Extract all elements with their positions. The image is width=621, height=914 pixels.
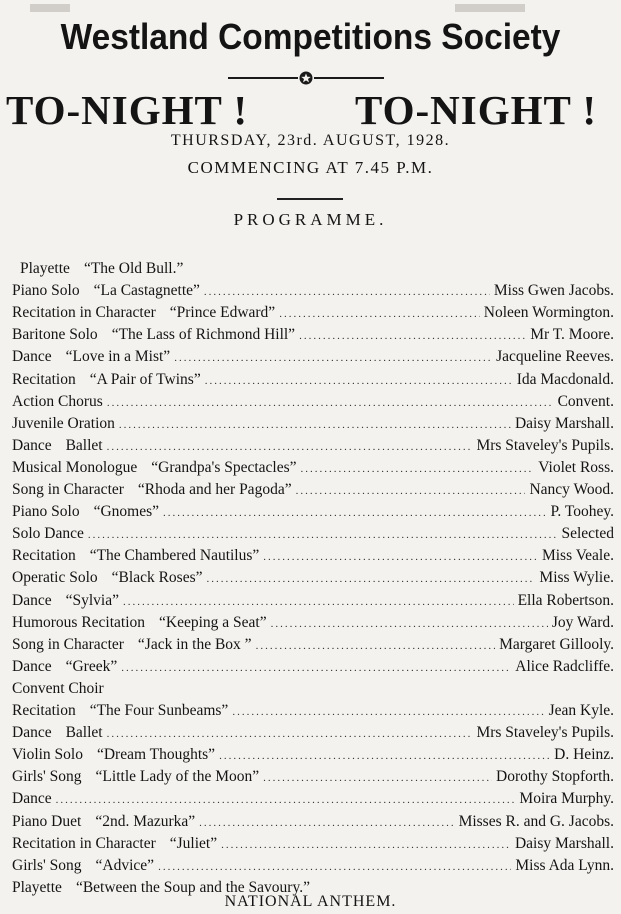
item-performer: Misses R. and G. Jacobs. [458, 812, 614, 830]
item-performer: Joy Ward. [551, 613, 614, 631]
programme-item [12, 569, 614, 591]
item-title: “Little Lady of the Moon” [95, 768, 260, 786]
item-category: Song in Character [12, 481, 124, 498]
programme-item [12, 371, 614, 393]
dot-leader [271, 618, 548, 630]
item-category: Humorous Recitation [12, 613, 146, 631]
item-performer: Miss Wylie. [539, 569, 614, 587]
item-performer: Miss Ada Lynn. [515, 856, 614, 874]
item-category: Dance [12, 724, 52, 742]
programme-item [12, 282, 614, 304]
item-performer: Jean Kyle. [548, 702, 614, 719]
item-title: “Juliet” [169, 834, 218, 852]
item-category: Dance [12, 348, 52, 366]
item-category: Dance [12, 657, 52, 675]
item-title: “Rhoda and her Pagoda” [137, 481, 292, 498]
dot-leader [263, 551, 538, 563]
item-title: “Greek” [65, 657, 118, 675]
item-title: “The Chambered Nautilus” [89, 547, 260, 565]
item-performer: P. Toohey. [550, 503, 614, 521]
programme-item [12, 658, 614, 680]
item-category: Girls' Song [12, 856, 82, 874]
item-performer: Violet Ross. [538, 458, 614, 476]
item-performer: Jacqueline Reeves. [496, 348, 614, 366]
dot-leader [301, 463, 535, 475]
item-title: “Grandpa's Spectacles” [151, 458, 297, 476]
dot-leader [158, 861, 511, 873]
item-title: Ballet [65, 436, 103, 454]
item-performer: Mr T. Moore. [530, 326, 614, 344]
dot-leader [263, 772, 492, 784]
dot-leader [204, 286, 490, 298]
item-category: Piano Duet [12, 812, 82, 830]
programme-item [12, 835, 614, 857]
item-category: Baritone Solo [12, 326, 98, 344]
item-category: Operatic Solo [12, 569, 98, 587]
item-category: Recitation [12, 547, 76, 565]
item-performer: Dorothy Stopforth. [496, 768, 614, 786]
item-category: Piano Solo [12, 503, 80, 521]
item-category: Action Chorus [12, 392, 103, 410]
divider-ornament-icon [228, 70, 384, 86]
item-performer: Miss Veale. [541, 547, 614, 565]
dot-leader [107, 728, 473, 740]
tonight-banner-right: TO-NIGHT ! [355, 87, 598, 133]
item-performer: Mrs Staveley's Pupils. [476, 436, 614, 454]
item-category: Solo Dance [12, 525, 84, 543]
item-performer: Margaret Gillooly. [499, 635, 614, 653]
item-performer: Ida Macdonald. [516, 370, 614, 388]
item-title: “Love in a Mist” [65, 348, 171, 366]
item-category: Dance [12, 436, 52, 454]
item-title: “The Lass of Richmond Hill” [111, 326, 296, 344]
item-title: “Advice” [95, 856, 155, 874]
tonight-banner-left: TO-NIGHT ! [6, 87, 249, 133]
item-performer: Miss Gwen Jacobs. [493, 282, 614, 300]
item-title: “Black Roses” [111, 569, 203, 587]
programme-item [12, 326, 614, 348]
item-category: Convent Choir [12, 679, 104, 697]
item-performer: Moira Murphy. [519, 790, 614, 808]
item-category: Violin Solo [12, 746, 83, 764]
item-performer: Daisy Marshall. [514, 414, 614, 432]
dot-leader [205, 375, 513, 387]
item-performer: Nancy Wood. [529, 481, 614, 498]
dot-leader [107, 397, 554, 409]
programme-item [12, 746, 614, 768]
dot-leader [56, 794, 516, 806]
national-anthem: NATIONAL ANTHEM. [224, 893, 397, 910]
item-category: Recitation [12, 370, 76, 388]
dot-leader [221, 839, 511, 851]
programme-item [12, 614, 614, 636]
item-performer: Alice Radcliffe. [515, 657, 614, 675]
item-category: Musical Monologue [12, 458, 138, 476]
programme-item [12, 857, 614, 879]
item-category: Recitation in Character [12, 304, 156, 322]
programme-item [12, 481, 614, 503]
item-category: Playette [20, 260, 70, 277]
dot-leader [163, 507, 546, 519]
item-category: Piano Solo [12, 282, 80, 300]
dot-leader [279, 308, 480, 320]
start-time: COMMENCING AT 7.45 P.M. [187, 158, 434, 177]
item-title: “2nd. Mazurka” [95, 812, 196, 830]
item-title: “The Four Sunbeams” [89, 702, 229, 719]
item-performer: Daisy Marshall. [514, 834, 614, 852]
dot-leader [174, 352, 492, 364]
dot-leader [123, 596, 514, 608]
item-category: Playette [12, 878, 62, 896]
programme-item [12, 348, 614, 370]
item-title: “La Castagnette” [93, 282, 200, 300]
programme-item [12, 437, 614, 459]
item-title: “The Old Bull.” [83, 260, 184, 277]
item-title: “Dream Thoughts” [96, 746, 216, 764]
item-performer: Convent. [557, 392, 614, 410]
item-title: “A Pair of Twins” [89, 370, 201, 388]
programme-item [12, 768, 614, 790]
dot-leader [256, 640, 496, 652]
dot-leader [119, 419, 511, 431]
programme-item [12, 592, 614, 614]
item-category: Dance [12, 790, 52, 808]
item-performer: Ella Robertson. [517, 591, 614, 609]
society-heading: Westland Competitions Society [60, 16, 561, 57]
item-performer: D. Heinz. [554, 746, 614, 764]
programme-item [12, 393, 614, 415]
dot-leader [107, 441, 473, 453]
item-category: Recitation in Character [12, 834, 156, 852]
item-title: “Keeping a Seat” [159, 613, 267, 631]
programme-item [12, 680, 614, 702]
item-category: Song in Character [12, 635, 124, 653]
print-speck [30, 4, 70, 12]
divider-rule [277, 198, 343, 200]
programme-item [12, 547, 614, 569]
programme-item [12, 503, 614, 525]
item-performer: Noleen Wormington. [483, 304, 614, 322]
dot-leader [299, 330, 526, 342]
programme-item [12, 525, 614, 547]
print-speck [455, 4, 525, 12]
programme-item [12, 702, 614, 724]
item-title: “Jack in the Box ” [137, 635, 252, 653]
programme-item [12, 790, 614, 812]
item-title: “Gnomes” [93, 503, 160, 521]
programme-title: PROGRAMME. [233, 210, 388, 229]
item-performer: Selected [561, 525, 614, 543]
dot-leader [296, 485, 526, 497]
dot-leader [219, 750, 550, 762]
item-performer: Mrs Staveley's Pupils. [476, 724, 614, 742]
programme-item [12, 304, 614, 326]
dot-leader [232, 706, 544, 718]
programme-item [20, 260, 621, 282]
item-category: Girls' Song [12, 768, 82, 786]
programme-item [12, 415, 614, 437]
dot-leader [121, 662, 511, 674]
programme-item [12, 724, 614, 746]
programme-item [12, 636, 614, 658]
programme-item [12, 459, 614, 481]
item-category: Dance [12, 591, 52, 609]
item-title: “Between the Soup and the Savoury.” [75, 878, 310, 896]
dot-leader [88, 529, 558, 541]
dot-leader [199, 817, 454, 829]
item-title: Ballet [65, 724, 103, 742]
dot-leader [207, 573, 536, 585]
item-category: Recitation [12, 702, 76, 719]
item-title: “Sylvia” [65, 591, 119, 609]
programme-item [12, 813, 614, 835]
item-category: Juvenile Oration [12, 414, 115, 432]
event-date: THURSDAY, 23rd. AUGUST, 1928. [170, 132, 451, 149]
item-title: “Prince Edward” [169, 304, 276, 322]
